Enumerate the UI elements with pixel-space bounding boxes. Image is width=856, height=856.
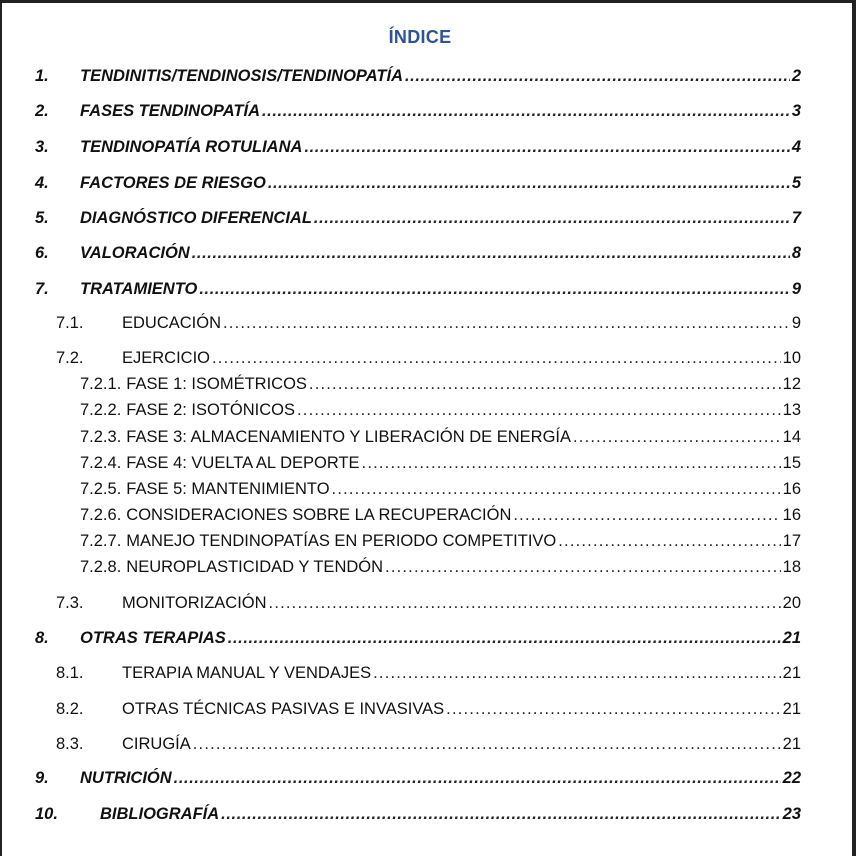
dot-leader [193,735,781,754]
dot-leader [228,629,781,648]
toc-entry-page: 14 [782,428,801,446]
toc-entry-page: 13 [782,401,801,419]
toc-entry-number: 8.2. [56,700,84,718]
toc-entry-page: 17 [782,532,801,550]
toc-entry[interactable] [80,506,801,528]
toc-title: ÍNDICE [388,27,452,47]
dot-leader [513,506,780,525]
toc-entry-page: 23 [782,805,801,823]
toc-entry-number: 7.2.5. [80,480,122,498]
toc-entry-number: 8. [35,629,49,647]
toc-entry-number: 7.2.7. [80,532,122,550]
toc-entry[interactable] [80,401,801,423]
toc-entry[interactable] [35,769,801,791]
toc-entry-page: 3 [791,102,801,120]
dot-leader [558,532,780,551]
toc-entry-number: 7. [35,280,49,298]
toc-entry-label: FASES TENDINOPATÍA [80,102,260,120]
toc-entry[interactable] [80,454,801,476]
toc-entry-number: 5. [35,209,49,227]
toc-entry-label: OTRAS TÉCNICAS PASIVAS E INVASIVAS [122,700,445,718]
dot-leader [573,428,781,447]
toc-entry[interactable] [80,480,801,502]
toc-entry[interactable] [80,532,801,554]
toc-entry-page: 12 [782,375,801,393]
toc-entry-number: 2. [35,102,49,120]
toc-entry-label: EJERCICIO [122,349,211,367]
toc-entry-page: 15 [782,454,801,472]
toc-entry-number: 9. [35,769,49,787]
toc-entry-number: 4. [35,174,49,192]
toc-entry-label: EDUCACIÓN [122,314,222,332]
toc-entry-number: 8.3. [56,735,84,753]
toc-entry-number: 1. [35,67,49,85]
dot-leader [304,138,789,157]
toc-entry[interactable] [56,349,801,371]
toc-entry-label: FASE 5: MANTENIMIENTO [126,480,330,498]
toc-entry-page: 21 [782,735,801,753]
toc-entry-label: TENDINOPATÍA ROTULIANA [80,138,303,156]
dot-leader [212,349,781,368]
toc-entry-page: 21 [782,700,801,718]
dot-leader [332,480,781,499]
toc-entry-number: 3. [35,138,49,156]
dot-leader [362,454,781,473]
toc-entry-label: MONITORIZACIÓN [122,594,267,612]
toc-entry[interactable] [56,664,801,686]
toc-entry-label: CIRUGÍA [122,735,191,753]
toc-entry-number: 7.1. [56,314,84,332]
dot-leader [385,558,781,577]
toc-entry-page: 5 [791,174,801,192]
toc-entry-label: BIBLIOGRAFÍA [100,805,220,823]
toc-entry-page: 8 [791,244,801,262]
toc-entry-page: 16 [782,480,801,498]
dot-leader [314,209,790,228]
toc-entry[interactable] [56,735,801,757]
dot-leader [221,805,780,824]
toc-entry-label: NEUROPLASTICIDAD Y TENDÓN [126,558,384,576]
toc-entry-page: 18 [782,558,801,576]
toc-entry-label: DIAGNÓSTICO DIFERENCIAL [80,209,312,227]
dot-leader [192,244,790,263]
toc-entry-label: CONSIDERACIONES SOBRE LA RECUPERACIÓN [126,506,512,524]
dot-leader [223,314,790,333]
toc-entry-page: 2 [791,67,801,85]
toc-entry-number: 10. [35,805,58,823]
toc-entry-page: 7 [791,209,801,227]
toc-entry-label: FACTORES DE RIESGO [80,174,266,192]
toc-entry-page: 16 [782,506,801,524]
dot-leader [269,594,781,613]
document-page [2,3,852,856]
toc-entry-number: 7.2.4. [80,454,122,472]
toc-entry[interactable] [35,102,801,124]
toc-entry[interactable] [35,138,801,160]
toc-entry[interactable] [35,280,801,302]
toc-entry-label: TRATAMIENTO [80,280,198,298]
toc-entry-label: VALORACIÓN [80,244,190,262]
toc-entry[interactable] [35,805,801,827]
toc-entry-number: 7.2.3. [80,428,122,446]
toc-entry-label: FASE 1: ISOMÉTRICOS [126,375,307,393]
toc-entry-page: 22 [782,769,801,787]
toc-entry[interactable] [35,174,801,196]
toc-entry[interactable] [80,375,801,397]
toc-entry-label: FASE 3: ALMACENAMIENTO Y LIBERACIÓN DE ENERGÍA [126,428,572,446]
toc-entry[interactable] [80,428,801,450]
toc-entry-number: 7.3. [56,594,84,612]
toc-entry[interactable] [35,244,801,266]
toc-entry-label: TERAPIA MANUAL Y VENDAJES [122,664,372,682]
toc-entry-label: FASE 2: ISOTÓNICOS [126,401,296,419]
toc-entry-label: NUTRICIÓN [80,769,172,787]
dot-leader [297,401,781,420]
dot-leader [262,102,790,121]
toc-entry-page: 10 [782,349,801,367]
toc-entry[interactable] [35,629,801,651]
toc-entry[interactable] [80,558,801,580]
toc-entry[interactable] [56,594,801,616]
dot-leader [446,700,780,719]
toc-entry-page: 21 [782,629,801,647]
toc-entry-number: 6. [35,244,49,262]
toc-entry-number: 7.2.1. [80,375,122,393]
toc-entry[interactable] [35,67,801,89]
toc-entry-page: 4 [791,138,801,156]
dot-leader [268,174,790,193]
toc-entry[interactable] [56,700,801,722]
toc-entry-label: OTRAS TERAPIAS [80,629,226,647]
dot-leader [174,769,781,788]
dot-leader [373,664,781,683]
toc-entry[interactable] [35,209,801,231]
dot-leader [405,67,790,86]
dot-leader [199,280,789,299]
toc-entry[interactable] [56,314,801,336]
toc-entry-number: 8.1. [56,664,84,682]
toc-entry-number: 7.2.2. [80,401,122,419]
toc-entry-page: 9 [791,280,801,298]
toc-entry-number: 7.2.6. [80,506,122,524]
toc-entry-page: 20 [782,594,801,612]
dot-leader [309,375,781,394]
toc-entry-label: TENDINITIS/TENDINOSIS/TENDINOPATÍA [80,67,403,85]
toc-entry-page: 9 [791,314,801,332]
toc-entry-number: 7.2. [56,349,84,367]
toc-entry-page: 21 [782,664,801,682]
toc-entry-number: 7.2.8. [80,558,122,576]
toc-entry-label: MANEJO TENDINOPATÍAS EN PERIODO COMPETITIVO [126,532,557,550]
toc-entry-label: FASE 4: VUELTA AL DEPORTE [126,454,360,472]
